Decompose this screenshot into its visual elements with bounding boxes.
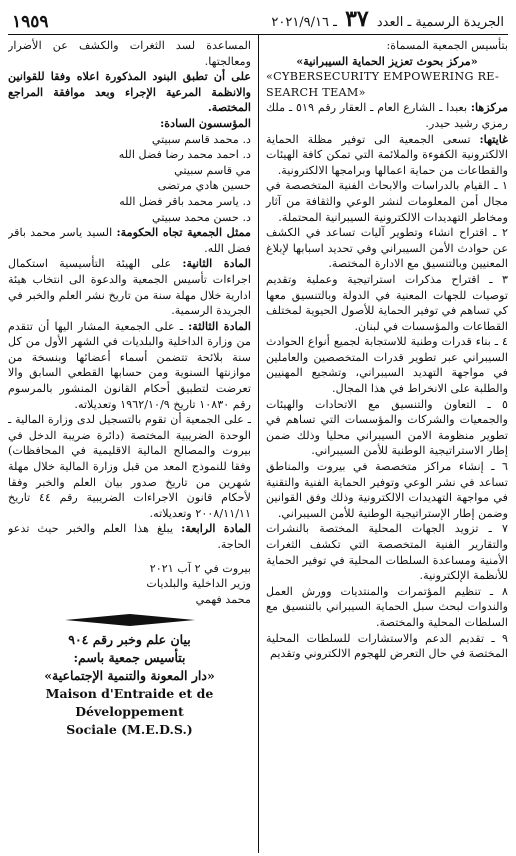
article-2-label: المادة الثانية: <box>182 256 251 271</box>
two-columns <box>8 35 508 853</box>
founder-name: د. حسن محمد سبيتي <box>152 210 251 224</box>
objective-item: ٩ ـ تقديم الدعم والاستشارات للسلطات المحلية المختصة في حال التعرض للهجوم الالكتروني وتقديم <box>266 631 508 661</box>
right-column <box>258 35 508 853</box>
founder-name: حسين هادي مرتضى <box>157 179 251 193</box>
article-3-label: المادة الثالثة: <box>188 318 251 333</box>
divider-ornament <box>65 613 195 627</box>
objective-item: ٢ ـ اقتراح انشاء وتطوير آليات تساعد في الكشف عن حوادث الأمن السيبراني وفي تحديد اسبابها لإبلاغ المعنيين وبالتنسيق مع الادارة المختصة. <box>266 226 508 271</box>
compliance-notice: على أن تطبق البنود المذكورة اعلاه وفقا للقوانين والانظمة المرعية الإجراء وبعد موافقة المراجع المختصة. <box>8 69 251 115</box>
founders-label: المؤسسون السادة: <box>160 115 251 130</box>
next-notice-title: بيان علم وخبر رقم ٩٠٤ <box>68 632 191 648</box>
hq-label: مركزها: <box>470 100 508 115</box>
article-4-text: يبلغ هذا العلم والخبر حيث تدعو الحاجة. <box>8 522 251 551</box>
signature-name: محمد فهمي <box>195 592 251 606</box>
next-notice-name-fr-1: Maison d'Entraide et de Développement <box>45 686 214 720</box>
government-representative <box>8 225 251 256</box>
article-2 <box>8 256 251 318</box>
next-notice-name-fr-2: Sociale (M.E.D.S.) <box>66 722 193 738</box>
gazette-title <box>271 6 504 32</box>
rep-label: ممثل الجمعية تجاه الحكومة: <box>116 225 251 240</box>
issue-number: ٣٧ <box>345 6 369 32</box>
association-name-ar: «مركز بحوث تعزيز الحماية السيبرانية» <box>296 53 478 68</box>
founder-name: د. احمد محمد رضا فضل الله <box>118 148 251 162</box>
issue-date: ـ ٢٠٢١/٩/١٦ <box>271 15 337 30</box>
next-notice-name-ar: «دار المعونة والتنمية الإجتماعية» <box>44 668 215 684</box>
rep-name: السيد ياسر محمد باقر فضل الله. <box>8 226 251 255</box>
hq-text: بعبدا ـ الشارع العام ـ العقار رقم ٥١٩ ـ ملك رمزي رشيد حيدر. <box>266 101 508 130</box>
objective-item: ٧ ـ تزويد الجهات المحلية المختصة بالنشرات والتقارير الفنية المتخصصة التي تكشف الثغرات الأمنية ومساعدة السلطات المحلية في توفير الحماية للأنظمة الإلكترونية. <box>266 522 508 583</box>
founder-name: د. ياسر محمد باقر فضل الله <box>119 194 251 208</box>
signature-date: بيروت في ٢ آب ٢٠٢١ <box>149 561 251 575</box>
article-3-text: ـ على الجمعية المشار اليها أن تتقدم من وزارة الداخلية والبلديات في الشهر الأول من كل سنة بلائحة تتضمن أسماء أعضائها وبنسخة من موازنتها السنوية ومن حسابها القطعي السابق والا تعرضت لتطبيق أحكام القانون المنشور بالمرسوم رقم ١٠٨٣٠ تاريخ ١٩٦٢/١٠/٩ وتعديلاته. <box>8 319 251 411</box>
association-name-en-1: «CYBERSECURITY EMPOWERING RE- <box>266 70 500 84</box>
gazette-name: الجريدة الرسمية ـ العدد <box>376 15 504 30</box>
article-2-text: على الهيئة التأسيسية استكمال اجراءات تأسيس الجمعية والدعوة الى انتخاب هيئة ادارية خلال مهلة سنة من تاريخ نشر العلم والخبر في الجريدة الرسمية. <box>8 257 251 318</box>
founder-name: د. محمد قاسم سبيتي <box>151 132 251 146</box>
objective-item: ١ ـ القيام بالدراسات والابحاث الفنية المتخصصة في مجال أمن المعلومات لنشر الوعي والثقافة من آثار ومخاطر التهديدات الالكترونية السيبرانية المحتملة. <box>266 179 508 224</box>
founder-name: مي قاسم سبيتي <box>174 163 251 177</box>
objective-item: ٣ ـ اقتراح مذكرات استراتيجية وعملية وتقديم توصيات للجهات المعنية في الدولة وبالتنسيق معها كي تساهم في توفير الحماية للأصول الحيوية لمختلف القطاعات والمؤسسات في لبنان. <box>266 272 508 333</box>
article-4 <box>8 521 251 552</box>
objective-item: ٤ ـ بناء قدرات وطنية للاستجابة لجميع أنواع الحوادث السيبراني عبر تطوير قدرات المتخصصين والعاملين في مواجهة التهديد السيبراني، وتشجيع المهنيين والطلبة على الانخراط في هذا المجال. <box>266 335 508 396</box>
intro-text: بتأسيس الجمعية المسماة: <box>386 39 508 52</box>
article-3 <box>8 319 251 413</box>
headquarters <box>266 100 508 131</box>
goal <box>266 132 508 179</box>
article-3-sub: ـ على الجمعية أن تقوم بالتسجيل لدى وزارة المالية ـ الوحدة الضريبية المختصة (دائرة ضريبة الدخل في بيروت والمصالح المالية الاقليمية في المحافظات) وفقا للنموذج المعد من قبل وزارة المالية خلال مهلة شهرين من تاريخ صدور بيان العلم والخبر وفقا لأحكام قانون الاجراءات الضريبية رقم ٤٤ تاريخ ٢٠٠٨/١١/١١ وتعديلاته. <box>8 413 251 520</box>
left-column <box>8 35 258 853</box>
goal-label: غايتها: <box>479 131 508 146</box>
page-number: ١٩٥٩ <box>12 12 49 32</box>
objective-item: ٨ ـ تنظيم المؤتمرات والمنتديات وورش العمل والندوات لبحث سبل الحماية السيبراني بالتنسيق مع السلطات المحلية والمختصة. <box>266 584 508 629</box>
spacer <box>8 553 251 561</box>
objective-item: ٦ ـ إنشاء مراكز متخصصة في بيروت والمناطق تساعد في نشر الوعي وتوفير الحماية الفنية والتقنية في مواجهة التهديدات الالكترونية وذلك وفق القوانين وضمن إطار الإستراتيجية الوطنية للأمن السيبراني. <box>266 460 508 520</box>
objective-item: ٥ ـ التعاون والتنسيق مع الاتحادات والهيئات والجمعيات والشركات والمؤسسات التي تساهم في تطوير منظومة الامن السيبراني محليا وذلك ضمن إطار الاستراتيجية الوطنية للأمن السيبراني. <box>266 397 508 458</box>
association-name-en-2: SEARCH TEAM» <box>266 85 366 99</box>
page-header <box>8 6 508 35</box>
next-notice-subtitle: بتأسيس جمعية باسم: <box>73 650 186 666</box>
signature-title: وزير الداخلية والبلديات <box>146 577 251 591</box>
article-4-label: المادة الرابعة: <box>181 521 251 536</box>
goal-text: تسعى الجمعية الى توفير مظلة الحماية الالكترونية الكفوءة والملائمة التي تمكن كافة الهيئات والقطاعات من حماية اعمالها وبرامجها الالكترونية. <box>266 132 508 177</box>
continuation-text: المساعدة لسد الثغرات والكشف عن الأضرار ومعالجتها. <box>8 39 251 68</box>
